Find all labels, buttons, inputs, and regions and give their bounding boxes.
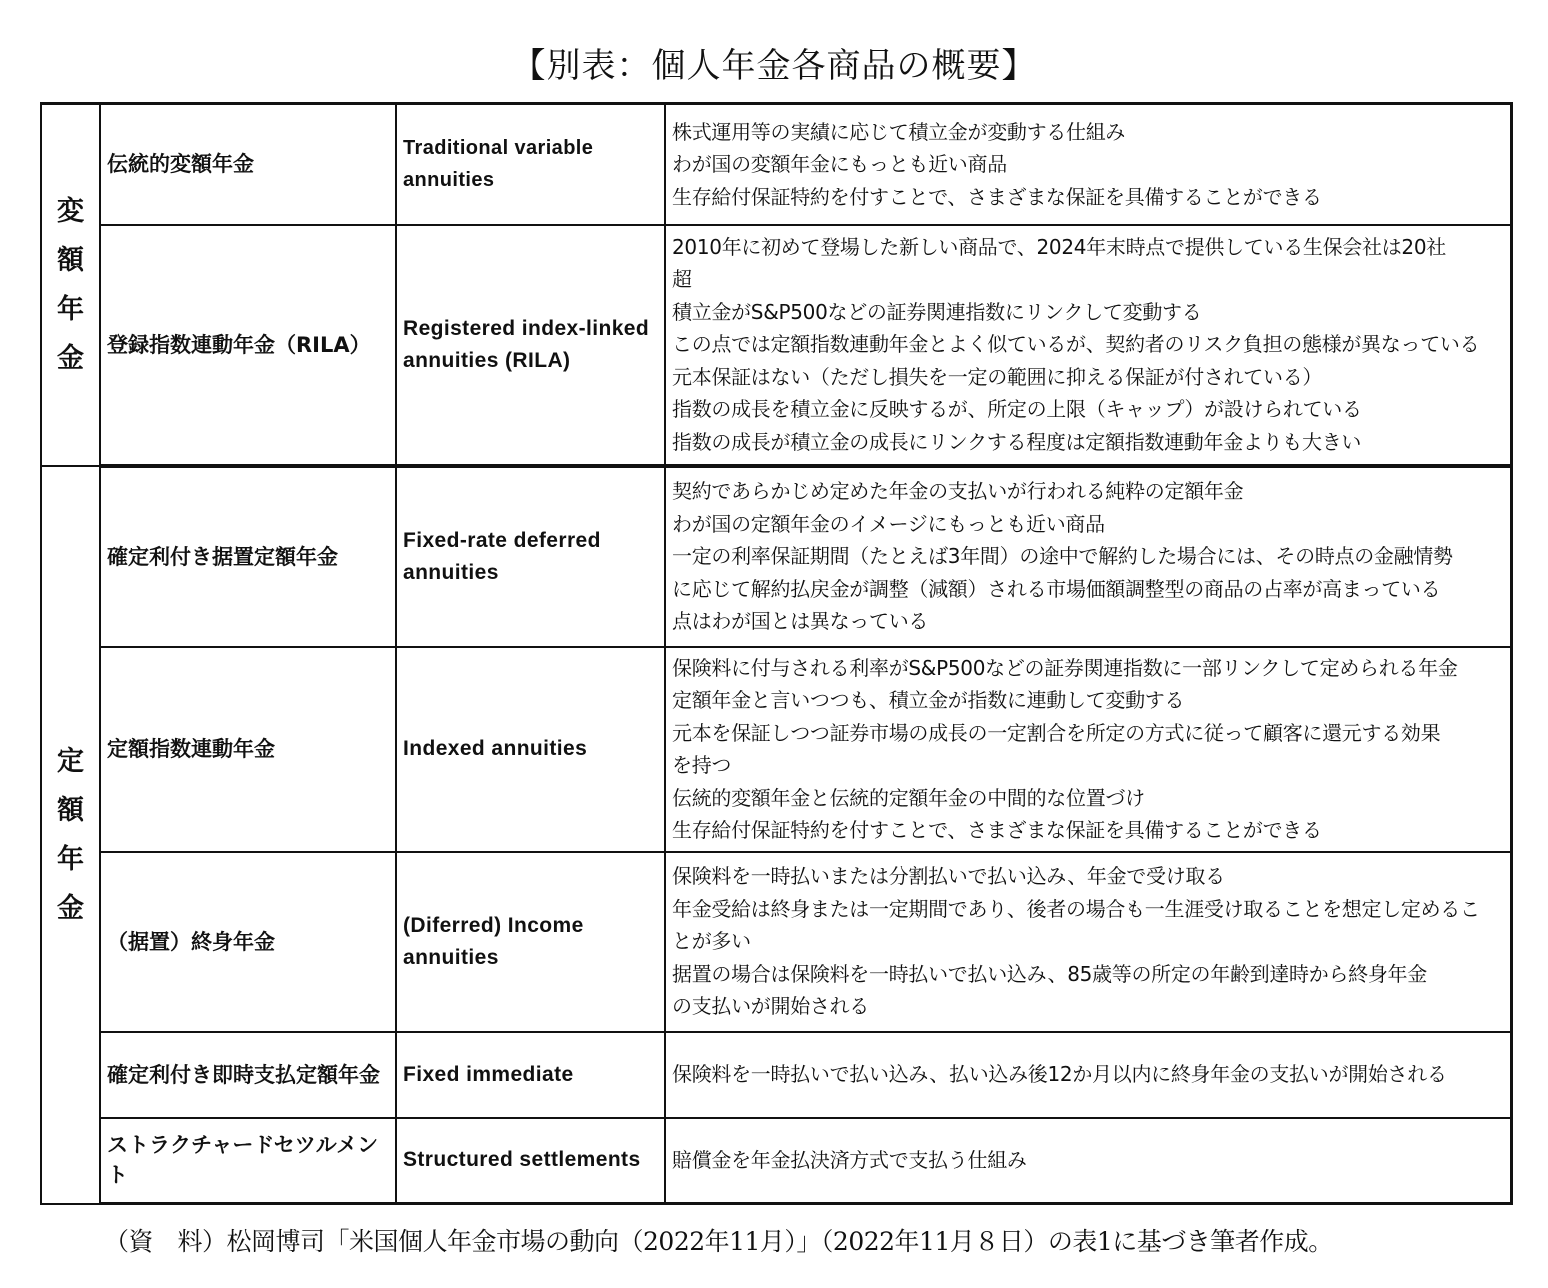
description-line: わが国の変額年金にもっとも近い商品: [672, 152, 1007, 176]
product-name-en: Fixed-rate deferred annuities: [396, 466, 665, 647]
product-name-en: Fixed immediate: [396, 1032, 665, 1118]
product-name-jp: ストラクチャードセツルメント: [100, 1118, 396, 1204]
product-name-en: Traditional variable annuities: [396, 104, 665, 225]
page-title: 【別表：個人年金各商品の概要】: [511, 46, 1037, 86]
description-line: わが国の定額年金のイメージにもっとも近い商品: [672, 511, 1105, 536]
product-description: [665, 104, 1511, 225]
product-name-jp: 確定利付き据置定額年金: [100, 466, 396, 647]
description-line: 元本を保証しつつ証券市場の成長の一定割合を所定の方式に従って顧客に還元する効果: [672, 720, 1441, 745]
product-name-en: Indexed annuities: [396, 647, 665, 852]
category-char: 定: [57, 745, 84, 777]
product-description: [665, 1118, 1511, 1204]
table-row: [41, 225, 1511, 466]
category-char: 年: [57, 843, 84, 875]
category-char: 年: [57, 293, 84, 325]
description-line: 点はわが国とは異なっている: [672, 609, 929, 634]
table-row: [41, 1118, 1511, 1204]
product-name-jp: 伝統的変額年金: [100, 104, 396, 225]
product-description: [665, 225, 1511, 466]
category-variable-annuities: [41, 104, 100, 466]
product-description: [665, 852, 1511, 1032]
description-line: この点では定額指数連動年金とよく似ているが、契約者のリスク負担の態様が異なっている: [672, 332, 1480, 357]
description-line: 保険料を一時払いまたは分割払いで払い込み、年金で受け取る: [672, 864, 1225, 889]
description-line: 生存給付保証特約を付すことで、さまざまな保証を具備することができる: [672, 184, 1322, 209]
product-name-en: Registered index-linked annuities (RILA): [396, 225, 665, 466]
table-row: [41, 647, 1511, 852]
product-description: [665, 1032, 1511, 1118]
description-line: 一定の利率保証期間（たとえば3年間）の途中で解約した場合には、その時点の金融情勢: [672, 544, 1453, 569]
description-line: 伝統的変額年金と伝統的定額年金の中間的な位置づけ: [672, 785, 1145, 810]
description-line: 元本保証はない（ただし損失を一定の範囲に抑える保証が付されている）: [672, 364, 1323, 389]
description-line: 賠償金を年金払決済方式で支払う仕組み: [672, 1148, 1027, 1172]
category-char: 変: [57, 195, 84, 227]
description-line: 指数の成長が積立金の成長にリンクする程度は定額指数連動年金よりも大きい: [672, 429, 1362, 454]
category-char: 金: [57, 342, 84, 374]
table-row: [41, 1032, 1511, 1118]
description-line: とが多い: [672, 929, 751, 954]
description-line: 超: [672, 267, 692, 292]
description-line: 据置の場合は保険料を一時払いで払い込み、85歳等の所定の年齢到達時から終身年金: [672, 961, 1427, 986]
table-row: [41, 466, 1511, 647]
table-row: [41, 104, 1511, 225]
description-line: 指数の成長を積立金に反映するが、所定の上限（キャップ）が設けられている: [672, 397, 1362, 422]
category-char: 額: [57, 244, 84, 276]
description-line: 年金受給は終身または一定期間であり、後者の場合も一生涯受け取ることを想定し定めるこ: [672, 896, 1480, 921]
description-line: 生存給付保証特約を付すことで、さまざまな保証を具備することができる: [672, 818, 1322, 842]
category-char: 額: [57, 794, 84, 826]
annuity-products-table: [40, 102, 1513, 1205]
description-line: の支払いが開始される: [672, 994, 869, 1019]
product-name-jp: 定額指数連動年金: [100, 647, 396, 852]
description-line: に応じて解約払戻金が調整（減額）される市場価額調整型の商品の占率が高まっている: [672, 576, 1441, 601]
product-name-jp: 登録指数連動年金（RILA）: [100, 225, 396, 466]
description-line: 2010年に初めて登場した新しい商品で、2024年末時点で提供している生保会社は20社: [672, 234, 1446, 259]
description-line: 積立金がS&P500などの証券関連指数にリンクして変動する: [672, 299, 1202, 324]
product-name-en: (Diferred) Income annuities: [396, 852, 665, 1032]
description-line: 保険料に付与される利率がS&P500などの証券関連指数に一部リンクして定められる年金: [672, 655, 1458, 680]
category-char: 金: [57, 892, 84, 924]
product-name-en: Structured settlements: [396, 1118, 665, 1204]
description-line: を持つ: [672, 753, 732, 777]
category-fixed-annuities: [41, 466, 100, 1204]
table-row: [41, 852, 1511, 1032]
product-description: [665, 466, 1511, 647]
product-name-jp: （据置）終身年金: [100, 852, 396, 1032]
source-note: （資 料）松岡博司「米国個人年金市場の動向（2022年11月）」（2022年11月８日）の表1に基づき筆者作成。: [104, 1227, 1333, 1256]
product-description: [665, 647, 1511, 852]
description-line: 株式運用等の実績に応じて積立金が変動する仕組み: [672, 119, 1126, 144]
description-line: 定額年金と言いつつも、積立金が指数に連動して変動する: [672, 688, 1185, 712]
product-name-jp: 確定利付き即時支払定額年金: [100, 1032, 396, 1118]
description-line: 契約であらかじめ定めた年金の支払いが行われる純粋の定額年金: [672, 479, 1244, 504]
description-line: 保険料を一時払いで払い込み、払い込み後12か月以内に終身年金の支払いが開始される: [672, 1062, 1447, 1087]
